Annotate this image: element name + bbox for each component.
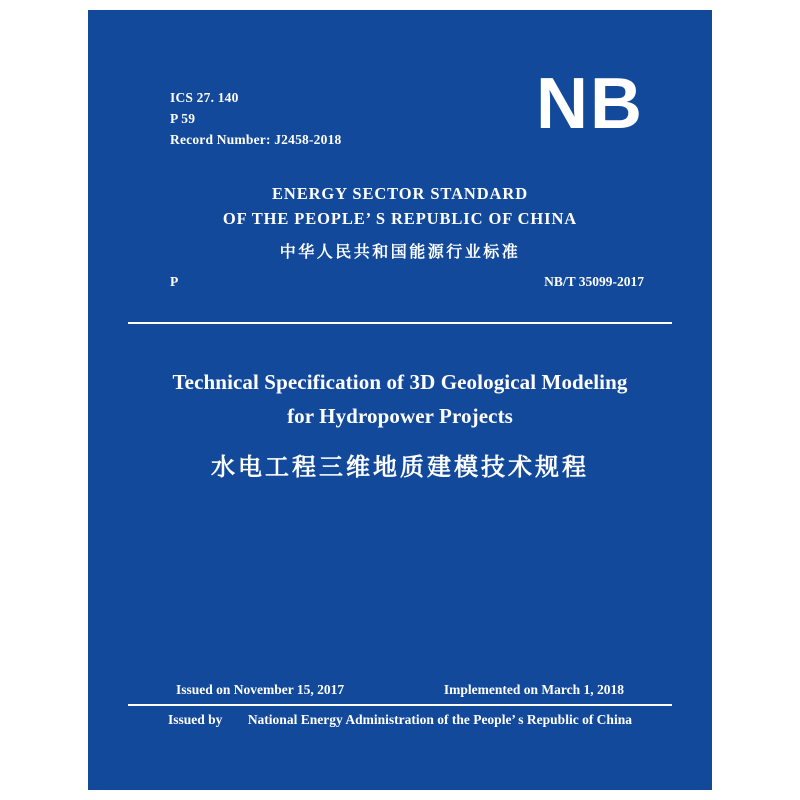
standard-number: NB/T 35099-2017 [544, 274, 644, 289]
title-block [88, 366, 712, 482]
issuer-name: National Energy Administration of the People’ s Republic of China [247, 712, 632, 727]
classification-code: P 59 [170, 110, 196, 126]
title-english-line1: Technical Specification of 3D Geological Modeling [172, 370, 628, 394]
class-code: P [170, 274, 179, 289]
issue-date: Issued on November 15, 2017 [176, 682, 345, 697]
divider-top [128, 322, 672, 324]
issuer-row [88, 712, 712, 728]
standard-header-line2: OF THE PEOPLE’ S REPUBLIC OF CHINA [222, 208, 578, 228]
standard-header-chinese: 中华人民共和国能源行业标准 [279, 241, 521, 261]
standard-header-line1: ENERGY SECTOR STANDARD [271, 184, 529, 203]
implementation-date: Implemented on March 1, 2018 [443, 682, 624, 697]
title-english-line2: for Hydropower Projects [287, 403, 513, 428]
code-row [170, 274, 644, 290]
ics-code: ICS 27. 140 [170, 90, 239, 105]
dates-row [176, 682, 624, 698]
title-chinese: 水电工程三维地质建模技术规程 [211, 453, 589, 482]
standard-header [88, 182, 712, 262]
record-number: Record Number: J2458-2018 [170, 131, 342, 147]
divider-bottom [128, 704, 672, 706]
standard-cover [88, 10, 712, 790]
nb-logo: NB [536, 64, 644, 144]
identifier-block [170, 88, 341, 151]
issuer-label: Issued by [168, 712, 223, 727]
